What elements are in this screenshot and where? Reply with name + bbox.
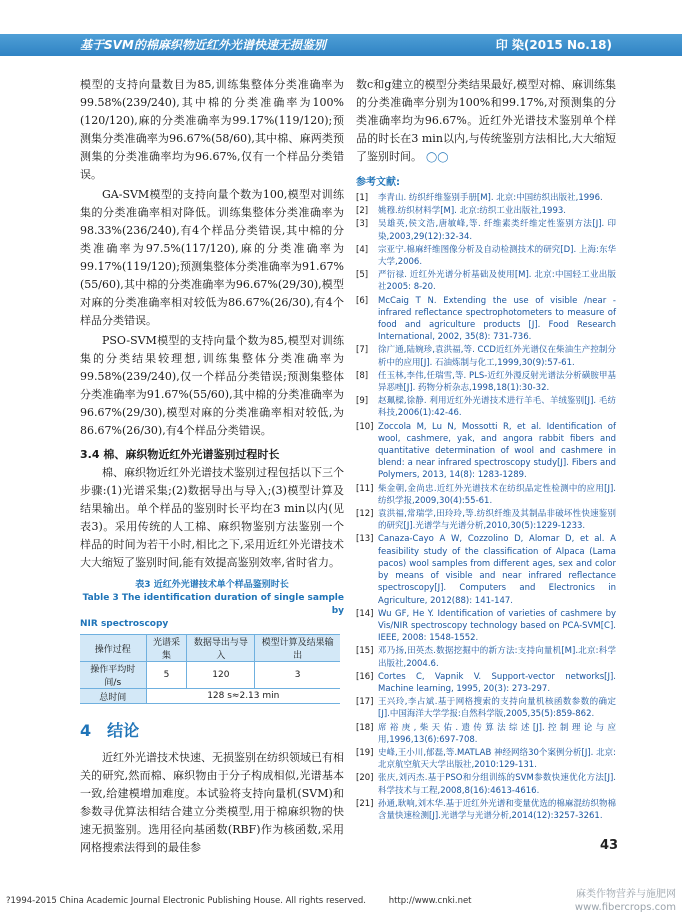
reference-text: 吴雄英,侯文浩,唐敏峰,等. 纤维素类纤维定性鉴别方法[J]. 印染,2003,29(12):32-34. <box>378 219 616 242</box>
reference-text: Cortes C, Vapnik V. Support-vector networks[J]. Machine learning, 1995, 20(3): 273-297. <box>378 671 616 694</box>
cnki-link[interactable]: http://www.cnki.net <box>388 896 472 906</box>
reference-item <box>356 798 616 822</box>
page-number: 43 <box>600 838 619 853</box>
reference-number: [1] <box>356 193 369 203</box>
running-title: 基于SVM的棉麻织物近红外光谱快速无损鉴别 <box>80 38 326 52</box>
reference-number: [5] <box>356 270 369 281</box>
reference-number: [17] <box>356 697 374 708</box>
table-header-cell: 数据导出与导入 <box>187 635 255 662</box>
reference-text: 严衍禄. 近红外光谱分析基础及使用[M]. 北京:中国轻工业出版社2005: 8-20. <box>378 270 616 293</box>
reference-item <box>356 608 616 645</box>
reference-text: 孙通,耿响,刘木华.基于近红外光谱和变量优选的棉麻混纺织物棉含量快速检测[J].光谱学与光谱分析,2014(12):3257-3261. <box>378 798 616 821</box>
reference-item <box>356 671 616 695</box>
reference-text: 柴金朝,金尚忠.近红外光谱技术在纺织品定性检测中的应用[J].纺织学报,2009,30(4):55-61. <box>378 483 616 506</box>
table-title-en-line2: NIR spectroscopy <box>80 619 169 629</box>
table-row <box>80 662 340 689</box>
reference-number: [10] <box>356 421 374 432</box>
left-column <box>80 76 344 859</box>
reference-text: Canaza-Cayo A W, Cozzolino D, Alomar D, et al. A feasibility study of the classification of Alpaca (Lama pacos) wool samples from different ages, sex and color by means of visible and near infrared reflectance spectroscopy[J]. Computers and Electronics in Agriculture, 2012(88): 141-147. <box>378 534 616 606</box>
watermark-line1: 麻类作物营养与施肥网 <box>576 889 676 900</box>
reference-item <box>356 772 616 796</box>
reference-text: 席裕庚,柴天佑.遗传算法综述[J].控制理论与应用,1996,13(6):697-708. <box>378 722 616 745</box>
references-heading: 参考文献: <box>356 177 400 188</box>
reference-number: [3] <box>356 219 369 230</box>
reference-text: Zoccola M, Lu N, Mossotti R, et al. Identification of wool, cashmere, yak, and angora rabbit fibers and quantitative determination of wool and cashmere in blend: a near infrared spectroscopy study[J]. Fibers and Polymers, 2013, 14(8): 1283-1289. <box>378 421 616 481</box>
reference-number: [8] <box>356 370 369 381</box>
reference-number: [9] <box>356 396 369 407</box>
reference-item <box>356 244 616 268</box>
reference-item <box>356 395 616 419</box>
footer <box>6 896 492 906</box>
reference-text: Wu GF, He Y. Identification of varieties of cashmere by Vis/NIR spectroscopy technology based on PCA-SVM[C]. IEEE, 2008: 1548-1552. <box>378 608 616 644</box>
table-header-cell: 模型计算及结果输出 <box>255 635 340 662</box>
table-header-cell: 操作过程 <box>80 635 146 662</box>
reference-item <box>356 747 616 771</box>
reference-item <box>356 483 616 507</box>
table-header-row <box>80 635 340 662</box>
reference-item <box>356 533 616 606</box>
journal-issue: 印 染(2015 No.18) <box>495 38 612 52</box>
reference-number: [6] <box>356 295 369 306</box>
reference-item <box>356 218 616 242</box>
section-4-number: 4 <box>80 721 92 740</box>
section-3-4-heading: 3.4 棉、麻织物近红外光谱鉴别过程时长 <box>80 448 280 461</box>
reference-item <box>356 722 616 746</box>
reference-number: [19] <box>356 747 374 758</box>
reference-text: 姚穆.纺织材料学[M]. 北京:纺织工业出版社,1993. <box>378 206 566 217</box>
reference-text: 邓乃扬,田英杰.数据挖掘中的新方法:支持向量机[M].北京:科学出版社,2004.6. <box>378 646 616 669</box>
reference-number: [15] <box>356 646 374 657</box>
reference-text: 李青山. 纺织纤维鉴别手册[M]. 北京:中国纺织出版社,1996. <box>378 193 603 203</box>
reference-number: [4] <box>356 244 369 255</box>
reference-text: 王兴玲,李占斌.基于网格搜索的支持向量机核函数参数的确定[J].中国海洋大学学报:自然科学版,2005,35(5):859-862. <box>378 697 616 720</box>
reference-number: [7] <box>356 345 369 356</box>
ga-svm-paragraph: GA-SVM模型的支持向量个数为100,模型对训练集的分类准确率相对降低。训练集整体分类准确率为98.33%(236/240),有4个样品分类错误,其中棉的分类准确率为97.5%(117/120),麻的分类准确率为99.17%(119/120);预测集整体分类准确率为91.67%(55/60),其中棉的分类准确率为96.67%(29/30),模型对麻的分类准确率相对较低为86.67%(26/30),有4个样品分类错误。 <box>80 188 344 327</box>
reference-item <box>356 370 616 394</box>
reference-item <box>356 645 616 669</box>
conclusion-continued-text: 数c和g建立的模型分类结果最好,模型对棉、麻训练集的分类准确率分别为100%和99.17%,对预测集的分类准确率均为96.67%。近红外光谱技术鉴别单个样品的时长在3 min以内,与传统鉴别方法相比,大大缩短了鉴别时间。 <box>356 78 616 163</box>
copyright-text: ?1994-2015 China Academic Journal Electronic Publishing House. All rights reserved. <box>6 896 366 906</box>
reference-number: [20] <box>356 773 374 784</box>
reference-text: 徐广通,陆婉珍,袁洪福,等. CCD近红外光谱仪在柴油生产控制分析中的应用[J]. 石油炼制与化工,1999,30(9):57-61. <box>378 345 616 368</box>
reference-text: 张庆,刘丙杰.基于PSO和分组训练的SVM参数快速优化方法[J].科学技术与工程,2008,8(16):4613-4616. <box>378 773 616 796</box>
duration-paragraph: 棉、麻织物近红外光谱技术鉴别过程包括以下三个步骤:(1)光谱采集;(2)数据导出与导入;(3)模型计算及结果输出。单个样品的鉴别时长平均在3 min以内(见表3)。采用传统的人工棉、麻织物鉴别方法鉴别一个样品的时间为若干小时,相比之下,采用近红外光谱技术大大缩短了鉴别时间,能有效提高鉴别效率,省时省力。 <box>80 466 344 569</box>
journal-header-bar <box>0 34 682 56</box>
reference-item <box>356 205 616 217</box>
watermark-line2: www.fibercrops.com <box>574 902 676 913</box>
table-row <box>80 689 340 704</box>
reference-text: 任玉林,李伟,任瑞雪,等. PLS-近红外漫反射光谱法分析磺胺甲基异恶唑[J]. 药物分析杂志,1998,18(1):30-32. <box>378 370 616 394</box>
end-mark-icon: ◯◯ <box>426 152 449 163</box>
reference-number: [2] <box>356 206 369 217</box>
reference-text: 袁洪福,常瑞学,田玲玲,等.纺织纤维及其制品非破坏性快速鉴别的研究[J].光谱学与光谱分析,2010,30(5):1229-1233. <box>378 509 616 532</box>
table-cell: 3 <box>255 662 340 689</box>
reference-item <box>356 421 616 482</box>
table-title-en-line1: Table 3 The identification duration of single sample by <box>82 593 344 616</box>
reference-number: [18] <box>356 722 374 733</box>
right-column <box>356 76 616 823</box>
conclusion-paragraph: 近红外光谱技术快速、无损鉴别在纺织领域已有相关的研究,然而棉、麻织物由于分子构成相似,光谱基本一致,给建模增加难度。本试验将支持向量机(SVM)和参数寻优算法相结合建立分类模型,用于棉麻织物的快速无损鉴别。选用径向基函数(RBF)作为核函数,采用网格搜索法得到的最佳参 <box>80 751 344 854</box>
section-4-heading <box>80 718 344 741</box>
reference-number: [12] <box>356 509 374 520</box>
duration-table <box>80 634 340 704</box>
table-cell: 5 <box>146 662 187 689</box>
svm-results-paragraph: 模型的支持向量数目为85,训练集整体分类准确率为99.58%(239/240),其中棉的分类准确率为100%(120/120),麻的分类准确率为99.17%(119/120);预测集分类准确率为96.67%(58/60),其中棉、麻两类预测集的分类准确率均为96.67%,仅有一个样品分类错误。 <box>80 78 344 181</box>
conclusion-continued <box>356 76 616 167</box>
table-header-cell: 光谱采集 <box>146 635 187 662</box>
table-3-block <box>80 578 344 704</box>
reference-item <box>356 344 616 368</box>
reference-text: McCaig T N. Extending the use of visible /near - infrared reflectance spectrophotometers to measure of food and agriculture products [J]. Food Research International, 2002, 35(8): 731-736. <box>378 295 616 343</box>
table-title-cn: 表3 近红外光谱技术单个样品鉴别时长 <box>135 580 289 590</box>
table-title-en <box>80 592 344 631</box>
table-cell: 总时间 <box>80 689 146 704</box>
table-cell: 120 <box>187 662 255 689</box>
reference-item <box>356 508 616 532</box>
reference-number: [11] <box>356 483 374 494</box>
reference-item <box>356 192 616 204</box>
references-list <box>356 192 616 822</box>
reference-number: [16] <box>356 671 374 682</box>
reference-number: [21] <box>356 798 374 809</box>
section-4-title: 结论 <box>107 721 140 740</box>
table-cell-total: 128 s≈2.13 min <box>146 689 340 704</box>
reference-text: 史峰,王小川,郁磊,等.MATLAB 神经网络30个案例分析[J]. 北京:北京航空航天大学出版社,2010:129-131. <box>378 747 616 771</box>
reference-item <box>356 269 616 293</box>
reference-number: [14] <box>356 608 374 619</box>
table-cell: 操作平均时间/s <box>80 662 146 689</box>
reference-item <box>356 696 616 720</box>
watermark <box>575 888 676 914</box>
pso-svm-paragraph: PSO-SVM模型的支持向量个数为85,模型对训练集的分类结果较理想,训练集整体分类准确率为99.58%(239/240),仅一个样品分类错误;预测集整体分类准确率为91.67%(55/60),其中棉的分类准确率为96.67%(29/30),模型对麻的分类准确率相对较低,为86.67%(26/30),有4个样品分类错误。 <box>80 334 344 437</box>
reference-item <box>356 295 616 344</box>
reference-text: 赵珮樑,徐静. 利用近红外光谱技术进行羊毛、羊绒鉴别[J]. 毛纺科技,2006(1):42-46. <box>378 396 616 419</box>
reference-text: 宗亚宁.棉麻纤维图像分析及自动检测技术的研究[D]. 上海:东华大学,2006. <box>378 244 616 268</box>
reference-number: [13] <box>356 534 374 545</box>
